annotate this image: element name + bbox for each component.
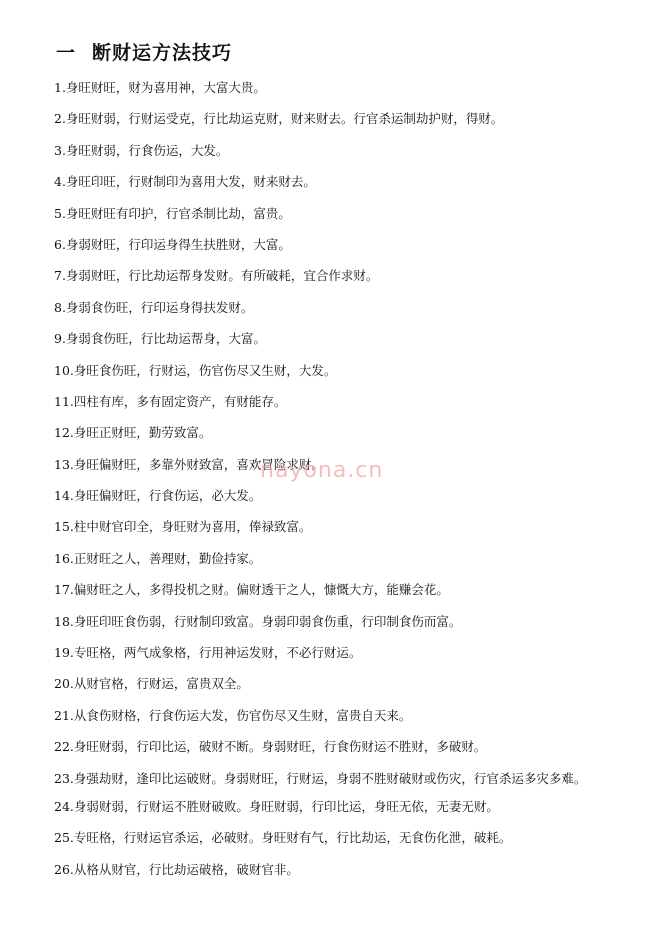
list-item: 11.四柱有库，多有固定资产，有财能存。 bbox=[54, 393, 287, 409]
section-heading bbox=[56, 38, 232, 65]
list-item: 4.身旺印旺，行财制印为喜用大发，财来财去。 bbox=[54, 174, 316, 190]
list-item: 6.身弱财旺，行印运身得生扶胜财，大富。 bbox=[54, 236, 291, 252]
list-item: 23.身强劫财，逢印比运破财。身弱财旺，行财运，身弱不胜财破财或伤灾，行官杀运多灾多难。 bbox=[54, 770, 587, 786]
list-item: 7.身弱财旺，行比劫运帮身发财。有所破耗，宜合作求财。 bbox=[54, 268, 379, 284]
list-item: 17.偏财旺之人，多得投机之财。偏财透干之人，慷慨大方，能赚会花。 bbox=[54, 582, 449, 598]
tips-list bbox=[54, 80, 624, 893]
list-item: 8.身弱食伤旺，行印运身得扶发财。 bbox=[54, 299, 254, 315]
list-item: 20.从财官格，行财运，富贵双全。 bbox=[54, 676, 249, 692]
list-item: 13.身旺偏财旺，多靠外财致富，喜欢冒险求财。 bbox=[54, 456, 324, 472]
list-item: 24.身弱财弱，行财运不胜财破败。身旺财弱，行印比运，身旺无依，无妻无财。 bbox=[54, 799, 499, 815]
list-item: 1.身旺财旺，财为喜用神，大富大贵。 bbox=[54, 80, 266, 95]
list-item: 26.从格从财官，行比劫运破格，破财官非。 bbox=[54, 861, 299, 877]
section-title: 断财运方法技巧 bbox=[92, 42, 233, 64]
list-item: 21.从食伤财格，行食伤运大发，伤官伤尽又生财，富贵自天来。 bbox=[54, 707, 412, 723]
list-item: 15.柱中财官印全，身旺财为喜用，俸禄致富。 bbox=[54, 519, 312, 535]
list-item: 5.身旺财旺有印护，行官杀制比劫，富贵。 bbox=[54, 205, 291, 221]
list-item: 25.专旺格，行财运官杀运，必破财。身旺财有气，行比劫运，无食伤化泄，破耗。 bbox=[54, 830, 512, 846]
list-item: 18.身旺印旺食伤弱，行财制印致富。身弱印弱食伤重，行印制食伤而富。 bbox=[54, 613, 462, 629]
list-item: 16.正财旺之人，善理财，勤俭持家。 bbox=[54, 550, 262, 566]
list-item: 2.身旺财弱，行财运受克，行比劫运克财，财来财去。行官杀运制劫护财，得财。 bbox=[54, 111, 504, 127]
section-number: 一 bbox=[56, 42, 77, 64]
list-item: 3.身旺财弱，行食伤运，大发。 bbox=[54, 142, 229, 158]
list-item: 12.身旺正财旺，勤劳致富。 bbox=[54, 425, 212, 441]
list-item: 10.身旺食伤旺，行财运，伤官伤尽又生财，大发。 bbox=[54, 362, 337, 378]
watermark: nayona.cn bbox=[260, 458, 384, 483]
list-item: 19.专旺格，两气成象格，行用神运发财，不必行财运。 bbox=[54, 645, 362, 661]
list-item: 14.身旺偏财旺，行食伤运，必大发。 bbox=[54, 488, 262, 504]
list-item: 22.身旺财弱，行印比运，破财不断。身弱财旺，行食伤财运不胜财，多破财。 bbox=[54, 739, 487, 755]
list-item: 9.身弱食伤旺，行比劫运帮身，大富。 bbox=[54, 331, 266, 347]
